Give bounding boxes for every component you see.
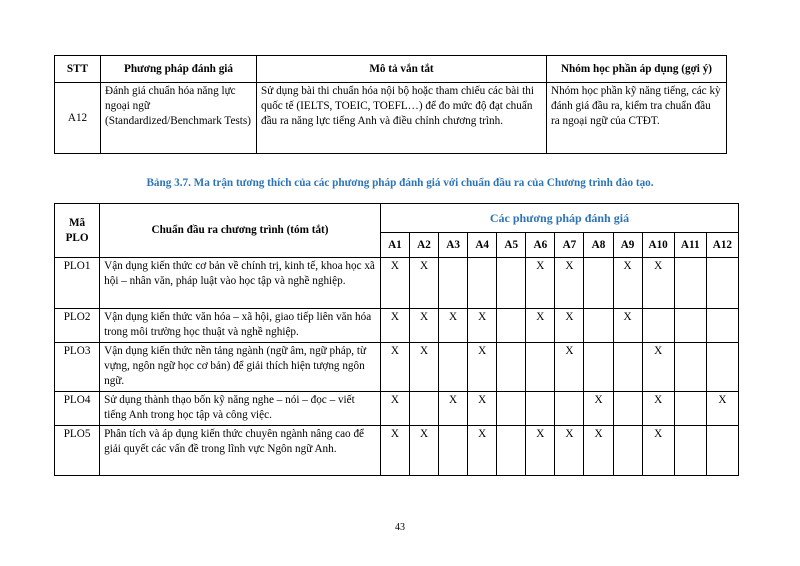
mark-cell: X: [380, 426, 409, 476]
mark-cell: X: [380, 343, 409, 392]
method-header: A12: [706, 233, 738, 258]
cell-description: Sử dụng bài thi chuẩn hóa nội bộ hoặc tham chiếu các bài thi quốc tế (IELTS, TOEIC, TOEFL…) để đo mức độ đạt chuẩn đầu ra năng lực tiếng Anh và điều chỉnh chương trình.: [257, 83, 547, 154]
method-header: A6: [526, 233, 555, 258]
plo-description: Vận dụng kiến thức cơ bản về chính trị, kinh tế, khoa học xã hội – nhân văn, pháp luật vào học tập và nghề nghiệp.: [100, 258, 381, 309]
mark-cell: [497, 392, 526, 426]
header-method: Phương pháp đánh giá: [101, 56, 257, 83]
mark-cell: X: [409, 309, 438, 343]
method-header: A3: [439, 233, 468, 258]
mark-cell: X: [409, 258, 438, 309]
header-method-group: Các phương pháp đánh giá: [380, 204, 738, 233]
mark-cell: X: [439, 392, 468, 426]
mark-cell: [526, 392, 555, 426]
header-description: Mô tả vắn tắt: [257, 56, 547, 83]
mark-cell: X: [380, 392, 409, 426]
mark-cell: [613, 392, 642, 426]
mark-cell: [613, 343, 642, 392]
mark-cell: [674, 426, 706, 476]
assessment-method-table: [54, 55, 727, 154]
mark-cell: [674, 343, 706, 392]
header-stt: STT: [55, 56, 101, 83]
mark-cell: X: [555, 309, 584, 343]
mark-cell: [468, 258, 497, 309]
method-header: A9: [613, 233, 642, 258]
mark-cell: X: [555, 258, 584, 309]
mark-cell: [706, 309, 738, 343]
mark-cell: [613, 426, 642, 476]
mark-cell: X: [555, 426, 584, 476]
method-header: A1: [380, 233, 409, 258]
table-row: [55, 83, 727, 154]
plo-description: Sử dụng thành thạo bốn kỹ năng nghe – nói – đọc – viết tiếng Anh trong học tập và công việc.: [100, 392, 381, 426]
mark-cell: [439, 426, 468, 476]
method-header: A4: [468, 233, 497, 258]
method-header: A8: [584, 233, 613, 258]
header-outcome: Chuẩn đầu ra chương trình (tóm tắt): [100, 204, 381, 258]
header-group: Nhóm học phần áp dụng (gợi ý): [547, 56, 727, 83]
method-header: A10: [642, 233, 674, 258]
page-number: 43: [395, 522, 405, 533]
mark-cell: X: [380, 258, 409, 309]
table-row: [55, 392, 739, 426]
mark-cell: X: [468, 309, 497, 343]
mark-cell: [674, 309, 706, 343]
method-header: A2: [409, 233, 438, 258]
mark-cell: X: [409, 343, 438, 392]
mark-cell: X: [555, 343, 584, 392]
table-row: [55, 343, 739, 392]
mark-cell: [497, 258, 526, 309]
cell-group: Nhóm học phần kỹ năng tiếng, các kỳ đánh giá đầu ra, kiểm tra chuẩn đầu ra ngoại ngữ của CTĐT.: [547, 83, 727, 154]
mark-cell: X: [613, 258, 642, 309]
plo-description: Phân tích và áp dụng kiến thức chuyên ngành nâng cao để giải quyết các vấn đề trong lĩnh vực Ngôn ngữ Anh.: [100, 426, 381, 476]
mark-cell: X: [526, 309, 555, 343]
table-row: [55, 309, 739, 343]
mark-cell: [674, 258, 706, 309]
mark-cell: [706, 426, 738, 476]
plo-description: Vận dụng kiến thức văn hóa – xã hội, giao tiếp liên văn hóa trong môi trường học thuật và nghề nghiệp.: [100, 309, 381, 343]
plo-code: PLO3: [55, 343, 100, 392]
cell-stt: A12: [55, 83, 101, 154]
mark-cell: [526, 343, 555, 392]
method-header: A7: [555, 233, 584, 258]
mark-cell: [497, 309, 526, 343]
mark-cell: [439, 343, 468, 392]
plo-code: PLO1: [55, 258, 100, 309]
mark-cell: [497, 343, 526, 392]
table-row: [55, 426, 739, 476]
mark-cell: [642, 309, 674, 343]
plo-description: Vận dụng kiến thức nền tảng ngành (ngữ âm, ngữ pháp, từ vựng, ngôn ngữ học cơ bản) để giải thích hiện tượng ngôn ngữ.: [100, 343, 381, 392]
mark-cell: [706, 343, 738, 392]
mark-cell: X: [642, 343, 674, 392]
plo-code: PLO2: [55, 309, 100, 343]
header-plo-code: Mã PLO: [55, 204, 100, 258]
mark-cell: X: [613, 309, 642, 343]
plo-code: PLO5: [55, 426, 100, 476]
mark-cell: [584, 258, 613, 309]
mark-cell: [409, 392, 438, 426]
table-caption: Bảng 3.7. Ma trận tương thích của các phương pháp đánh giá với chuẩn đầu ra của Chương trình đào tạo.: [146, 177, 654, 189]
mark-cell: [497, 426, 526, 476]
mark-cell: [706, 258, 738, 309]
mark-cell: X: [642, 426, 674, 476]
mark-cell: X: [468, 392, 497, 426]
mark-cell: X: [439, 309, 468, 343]
mark-cell: [555, 392, 584, 426]
method-header: A11: [674, 233, 706, 258]
table-header-row: [55, 56, 727, 83]
mark-cell: X: [706, 392, 738, 426]
mark-cell: X: [526, 258, 555, 309]
mark-cell: X: [642, 392, 674, 426]
mark-cell: [584, 343, 613, 392]
mark-cell: [674, 392, 706, 426]
mark-cell: X: [526, 426, 555, 476]
mark-cell: X: [468, 343, 497, 392]
mark-cell: [439, 258, 468, 309]
method-header: A5: [497, 233, 526, 258]
mark-cell: X: [642, 258, 674, 309]
mark-cell: X: [584, 392, 613, 426]
matrix-header-row: [55, 204, 739, 233]
cell-method: Đánh giá chuẩn hóa năng lực ngoại ngữ (Standardized/Benchmark Tests): [101, 83, 257, 154]
plo-code: PLO4: [55, 392, 100, 426]
mark-cell: [584, 309, 613, 343]
mark-cell: X: [468, 426, 497, 476]
table-row: [55, 258, 739, 309]
mark-cell: X: [409, 426, 438, 476]
mark-cell: X: [380, 309, 409, 343]
plo-matrix-table: [54, 203, 739, 476]
mark-cell: X: [584, 426, 613, 476]
